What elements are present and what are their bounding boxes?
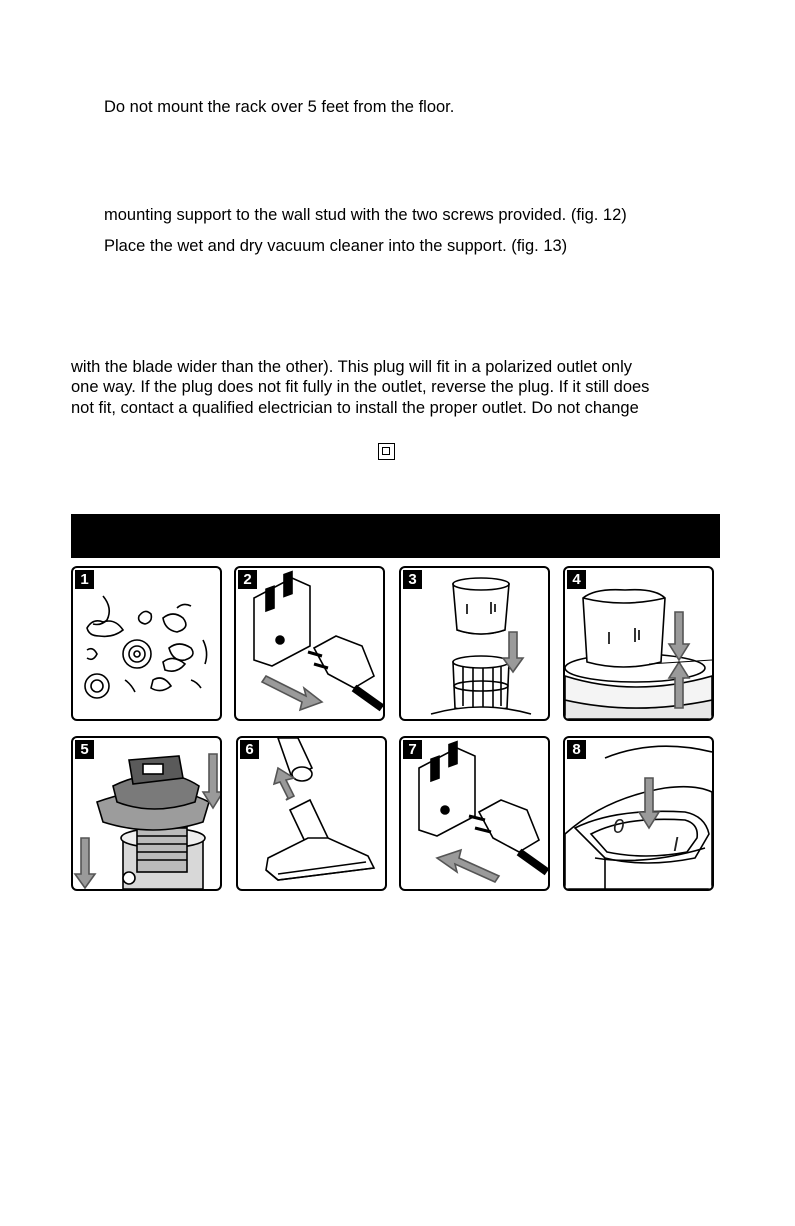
debris-icon (73, 568, 220, 719)
step-number: 6 (240, 740, 259, 759)
polarized-plug-text-3: not fit, contact a qualified electrician to install the proper outlet. Do not change (71, 399, 639, 417)
step-panel-4 (563, 566, 714, 721)
step-number: 4 (567, 570, 586, 589)
attach-nozzle-icon (238, 738, 385, 889)
polarized-plug-text-1: with the blade wider than the other). This plug will fit in a polarized outlet only (71, 358, 633, 376)
instruction-place-vacuum: Place the wet and dry vacuum cleaner into the support. (fig. 13) (104, 237, 568, 255)
filter-install-icon (401, 568, 548, 719)
filter-seat-icon (565, 568, 712, 719)
step-number: 7 (403, 740, 422, 759)
step-panel-6 (236, 736, 387, 891)
unplug-icon (236, 568, 383, 719)
polarized-plug-text-2: one way. If the plug does not fit fully in the outlet, reverse the plug. If it still does (71, 378, 650, 396)
step-panel-2 (234, 566, 385, 721)
double-insulation-icon (378, 443, 395, 460)
step-panel-3 (399, 566, 550, 721)
step-panel-5 (71, 736, 222, 891)
section-banner (71, 514, 720, 558)
step-number: 8 (567, 740, 586, 759)
instruction-mount-screws: mounting support to the wall stud with the two screws provided. (fig. 12) (104, 206, 627, 224)
switch-on-label: I (673, 834, 679, 856)
step-number: 3 (403, 570, 422, 589)
instruction-mount-height: Do not mount the rack over 5 feet from the floor. (104, 98, 455, 116)
attach-head-icon (73, 738, 220, 889)
step-number: 2 (238, 570, 257, 589)
switch-off-label: 0 (613, 816, 625, 838)
step-panel-8 (563, 736, 714, 891)
plug-in-icon (401, 738, 548, 889)
step-number: 5 (75, 740, 94, 759)
step-panel-7 (399, 736, 550, 891)
step-panel-1 (71, 566, 222, 721)
step-number: 1 (75, 570, 94, 589)
power-switch-icon (565, 738, 712, 889)
